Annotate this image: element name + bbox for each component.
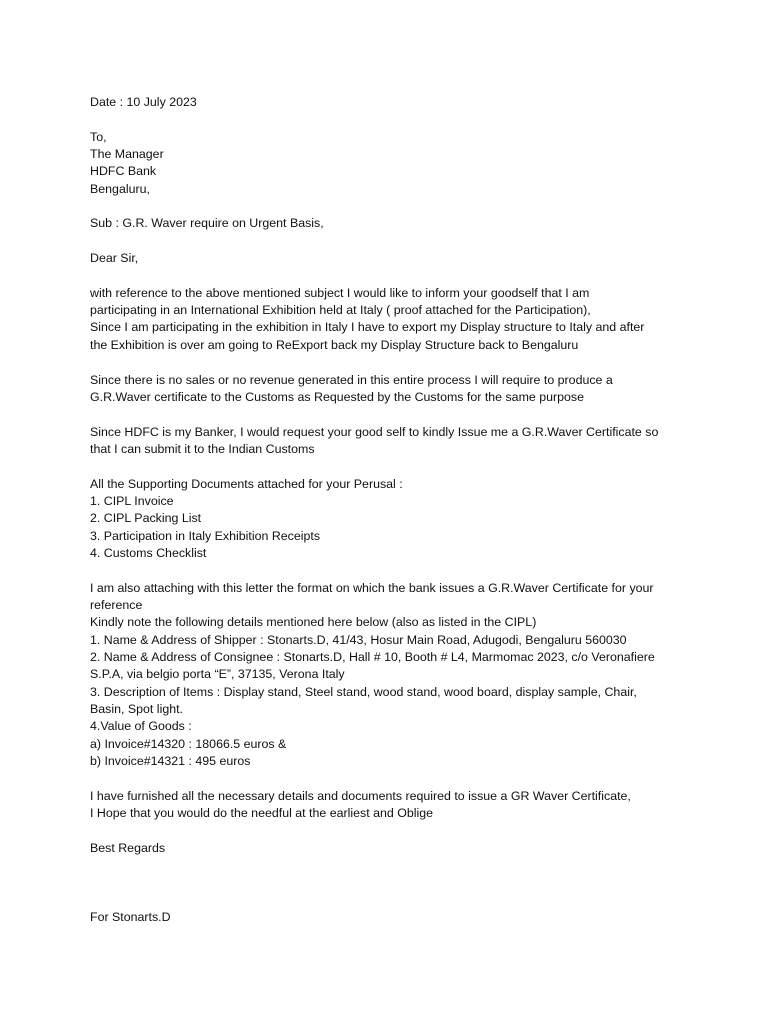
paragraph-line: Kindly note the following details mentioned here below (also as listed in the CIPL) [90,615,537,630]
spacer [90,406,690,423]
consignee-details: 2. Name & Address of Consignee : Stonarts.D, Hall # 10, Booth # L4, Marmomac 2023, c/o Veronafiere [90,650,655,664]
paragraph-conclusion [90,788,690,823]
paragraph-request [90,424,690,459]
invoice-value: a) Invoice#14320 : 18066.5 euros & [90,736,287,751]
spacer [90,874,690,891]
paragraph-no-revenue [90,372,690,407]
recipient-to: To, [90,129,107,144]
document-item: 1. CIPL Invoice [90,493,174,508]
letter-signature: For Stonarts.D [90,910,171,925]
paragraph-intro [90,285,690,354]
spacer [90,892,690,909]
spacer [90,770,690,787]
recipient-city: Bengaluru, [90,181,150,196]
paragraph-line: with reference to the above mentioned subject I would like to inform your goodself that I am [90,285,590,300]
consignee-details: S.P.A, via belgio porta “E”, 37135, Verona Italy [90,667,345,682]
paragraph-details [90,580,690,771]
spacer [90,458,690,475]
invoice-value: b) Invoice#14321 : 495 euros [90,754,251,769]
spacer [90,267,690,284]
spacer [90,822,690,839]
spacer [90,857,690,874]
supporting-documents [90,476,690,563]
paragraph-line: reference [90,597,143,612]
paragraph-line: the Exhibition is over am going to ReExport back my Display Structure back to Bengaluru [90,337,579,352]
letter-body [90,94,690,927]
spacer [90,111,690,128]
paragraph-line: I am also attaching with this letter the format on which the bank issues a G.R.Waver Certificate for your [90,580,654,595]
recipient-block [90,129,690,198]
item-description: Basin, Spot light. [90,702,183,717]
paragraph-line: Since HDFC is my Banker, I would request your good self to kindly Issue me a G.R.Waver Certificate so [90,424,659,439]
document-item: 2. CIPL Packing List [90,511,202,526]
item-description: 3. Description of Items : Display stand, Steel stand, wood stand, wood board, display sample, Chair, [90,684,637,699]
value-heading: 4.Value of Goods : [90,719,192,734]
paragraph-line: I have furnished all the necessary details and documents required to issue a GR Waver Certificate, [90,788,631,803]
spacer [90,354,690,371]
paragraph-line: Since there is no sales or no revenue generated in this entire process I will require to produce a [90,372,613,387]
letter-salutation: Dear Sir, [90,251,139,266]
paragraph-line: I Hope that you would do the needful at the earliest and Oblige [90,806,434,821]
documents-heading: All the Supporting Documents attached for your Perusal : [90,476,403,491]
paragraph-line: Since I am participating in the exhibition in Italy I have to export my Display structure to Italy and after [90,320,645,335]
document-item: 4. Customs Checklist [90,545,207,560]
paragraph-line: participating in an International Exhibition held at Italy ( proof attached for the Participation), [90,303,591,318]
document-item: 3. Participation in Italy Exhibition Receipts [90,528,321,543]
letter-date: Date : 10 July 2023 [90,95,197,109]
spacer [90,562,690,579]
spacer [90,233,690,250]
paragraph-line: G.R.Waver certificate to the Customs as Requested by the Customs for the same purpose [90,389,585,404]
letter-subject: Sub : G.R. Waver require on Urgent Basis, [90,216,324,231]
shipper-details: 1. Name & Address of Shipper : Stonarts.D, 41/43, Hosur Main Road, Adugodi, Bengaluru 560030 [90,632,627,647]
recipient-bank: HDFC Bank [90,164,157,179]
letter-closing: Best Regards [90,840,166,855]
spacer [90,198,690,215]
paragraph-line: that I can submit it to the Indian Customs [90,441,315,456]
recipient-title: The Manager [90,147,164,162]
